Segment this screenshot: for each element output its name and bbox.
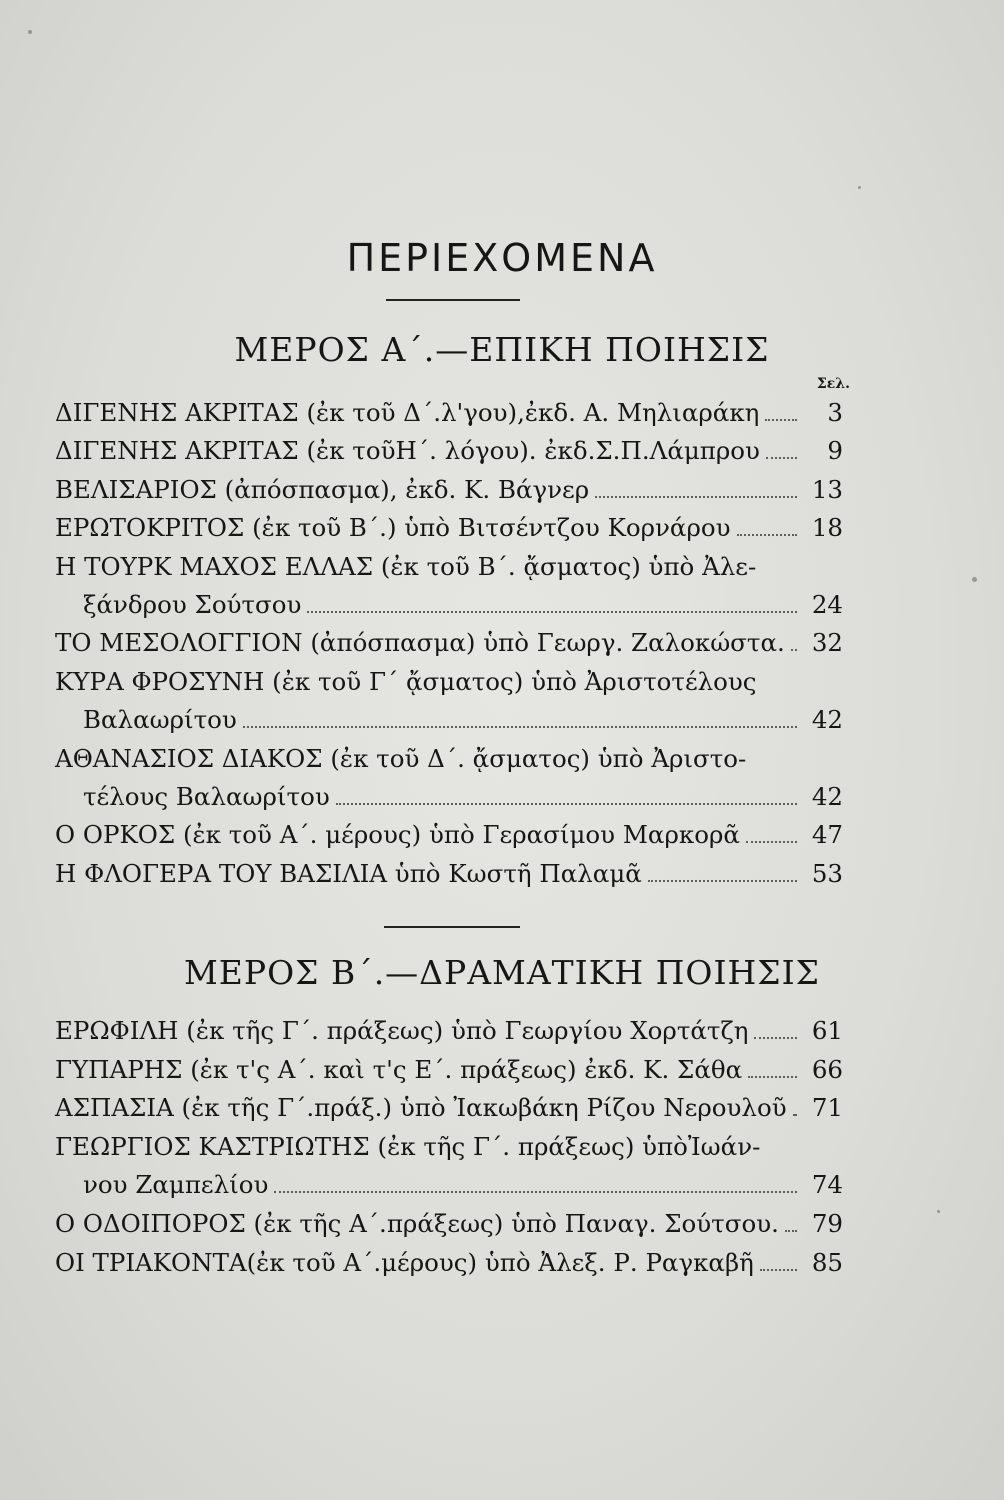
part-b-entries [55, 1012, 843, 1282]
toc-entry-text: ΤΟ ΜΕΣΟΛΟΓΓΙΟΝ (ἀπόσπασμα) ὑπὸ Γεωργ. Ζαλοκώστα. [55, 628, 785, 658]
toc-entry-line [55, 1051, 843, 1090]
toc-entry-line [55, 855, 843, 893]
toc-page-number: 13 [811, 474, 843, 504]
divider-rule [384, 926, 520, 928]
toc-entry-line [55, 663, 843, 701]
dot-leader [760, 1269, 797, 1271]
toc-page-number: 18 [811, 513, 843, 543]
toc-entry-line [55, 1128, 843, 1167]
toc-entry-text: ξάνδρου Σούτσου [83, 589, 302, 619]
toc-page-number: 3 [827, 398, 843, 427]
dot-leader [754, 1037, 797, 1039]
toc-page-number: 71 [811, 1093, 843, 1123]
part-a-entries [55, 394, 843, 893]
paper-speck [28, 30, 32, 34]
toc-entry-line [55, 701, 843, 739]
toc-page-number: 42 [811, 781, 843, 811]
dot-leader [243, 726, 797, 728]
dot-leader [791, 649, 797, 651]
toc-entry-text: τέλους Βαλαωρίτου [83, 781, 330, 811]
dot-leader [765, 419, 797, 421]
toc-entry-line [55, 1205, 843, 1244]
toc-entry-line [55, 1166, 843, 1205]
toc-page-number: 74 [811, 1170, 843, 1200]
toc-entry-line [55, 432, 843, 470]
part-a-heading: ΜΕΡΟΣ Α΄.—ΕΠΙΚΗ ΠΟΙΗΣΙΣ [234, 330, 770, 369]
toc-entry-text: Η ΤΟΥΡΚ ΜΑΧΟΣ ΕΛΛΑΣ (ἐκ τοῦ Β΄. ᾄσματος) ὑπὸ Ἀλε- [55, 551, 757, 581]
toc-entry-line [55, 778, 843, 816]
paper-speck [937, 1210, 940, 1213]
dot-leader [595, 496, 797, 498]
dot-leader [793, 1114, 797, 1116]
toc-entry-text: Ο ΟΡΚΟΣ (ἐκ τοῦ Α΄. μέρους) ὑπὸ Γερασίμου Μαρκορᾶ [55, 820, 740, 850]
paper-speck [858, 186, 861, 189]
dot-leader [648, 880, 797, 882]
toc-entry-text: Ο ΟΔΟΙΠΟΡΟΣ (ἐκ τῆς Α΄.πράξεως) ὑπὸ Παναγ. Σούτσου. [55, 1208, 779, 1238]
toc-entry-line [55, 394, 843, 432]
page-title: ΠΕΡΙΕΧΟΜΕΝΑ [346, 236, 658, 280]
toc-page-number: 42 [811, 705, 843, 735]
toc-entry-line [55, 816, 843, 854]
toc-entry-line [55, 471, 843, 509]
toc-entry-line [55, 1089, 843, 1128]
dot-leader [274, 1191, 797, 1193]
divider-rule [386, 299, 520, 301]
toc-entry-line [55, 586, 843, 624]
dot-leader [766, 457, 797, 459]
page-column-label: Σελ. [816, 376, 850, 392]
toc-page-number: 47 [811, 820, 843, 850]
dot-leader [785, 1230, 797, 1232]
toc-entry-text: ΓΥΠΑΡΗΣ (ἐκ τ'ς Α΄. καὶ τ'ς Ε΄. πράξεως) ἐκδ. Κ. Σάθα [55, 1054, 743, 1084]
toc-page-number: 9 [827, 436, 843, 466]
toc-entry-text: ΒΕΛΙΣΑΡΙΟΣ (ἀπόσπασμα), ἐκδ. Κ. Βάγνερ [55, 474, 590, 504]
toc-entry-text: Βαλαωρίτου [83, 705, 237, 735]
toc-entry-text: Η ΦΛΟΓΕΡΑ ΤΟΥ ΒΑΣΙΛΙΑ ὑπὸ Κωστῆ Παλαμᾶ [55, 858, 642, 888]
part-b-heading: ΜΕΡΟΣ Β΄.—ΔΡΑΜΑΤΙΚΗ ΠΟΙΗΣΙΣ [183, 953, 820, 992]
toc-page-number: 24 [811, 589, 843, 619]
toc-page-number: 61 [811, 1016, 843, 1045]
toc-entry-line [55, 509, 843, 547]
dot-leader [336, 803, 797, 805]
toc-page-number: 79 [811, 1208, 843, 1238]
toc-page-number: 85 [811, 1247, 843, 1277]
dot-leader [746, 841, 797, 843]
toc-entry-line [55, 548, 843, 586]
dot-leader [307, 611, 797, 613]
toc-entry-line [55, 624, 843, 662]
toc-entry-text: ΚΥΡΑ ΦΡΟΣΥΝΗ (ἐκ τοῦ Γ΄ ᾄσματος) ὑπὸ Ἀριστοτέλους [55, 666, 757, 696]
dot-leader [737, 534, 797, 536]
toc-entry-text: ΔΙΓΕΝΗΣ ΑΚΡΙΤΑΣ (ἐκ τοῦ Δ΄.λ'γου),ἐκδ. Α. Μηλιαράκη [55, 398, 760, 427]
toc-entry-line [55, 1244, 843, 1283]
paper-speck [972, 577, 977, 582]
toc-page-number: 53 [811, 858, 843, 888]
toc-entry-line [55, 1012, 843, 1051]
toc-entry-text: ΑΣΠΑΣΙΑ (ἐκ τῆς Γ΄.πράξ.) ὑπὸ Ἰακωβάκη Ρίζου Νερουλοῦ [55, 1093, 787, 1123]
toc-page-number: 32 [811, 628, 843, 658]
toc-page-number: 66 [811, 1054, 843, 1084]
dot-leader [748, 1076, 797, 1078]
toc-entry-text: ΕΡΩΦΙΛΗ (ἐκ τῆς Γ΄. πράξεως) ὑπὸ Γεωργίου Χορτάτζη [55, 1016, 749, 1045]
toc-entry-text: ΑΘΑΝΑΣΙΟΣ ΔΙΑΚΟΣ (ἐκ τοῦ Δ΄. ᾄσματος) ὑπὸ Ἀριστο- [55, 743, 747, 773]
toc-entry-text: ΕΡΩΤΟΚΡΙΤΟΣ (ἐκ τοῦ Β΄.) ὑπὸ Βιτσέντζου Κορνάρου [55, 513, 731, 543]
toc-entry-text: ΔΙΓΕΝΗΣ ΑΚΡΙΤΑΣ (ἐκ τοῦΗ΄. λόγου). ἐκδ.Σ.Π.Λάμπρου [55, 436, 760, 466]
toc-entry-text: ΓΕΩΡΓΙΟΣ ΚΑΣΤΡΙΩΤΗΣ (ἐκ τῆς Γ΄. πράξεως) ὑπὸἸωάν- [55, 1131, 761, 1161]
toc-entry-text: νου Ζαμπελίου [83, 1170, 269, 1200]
toc-entry-line [55, 740, 843, 778]
toc-entry-text: ΟΙ ΤΡΙΑΚΟΝΤΑ(ἐκ τοῦ Α΄.μέρους) ὑπὸ Ἀλεξ. Ρ. Ραγκαβῆ [55, 1247, 754, 1277]
